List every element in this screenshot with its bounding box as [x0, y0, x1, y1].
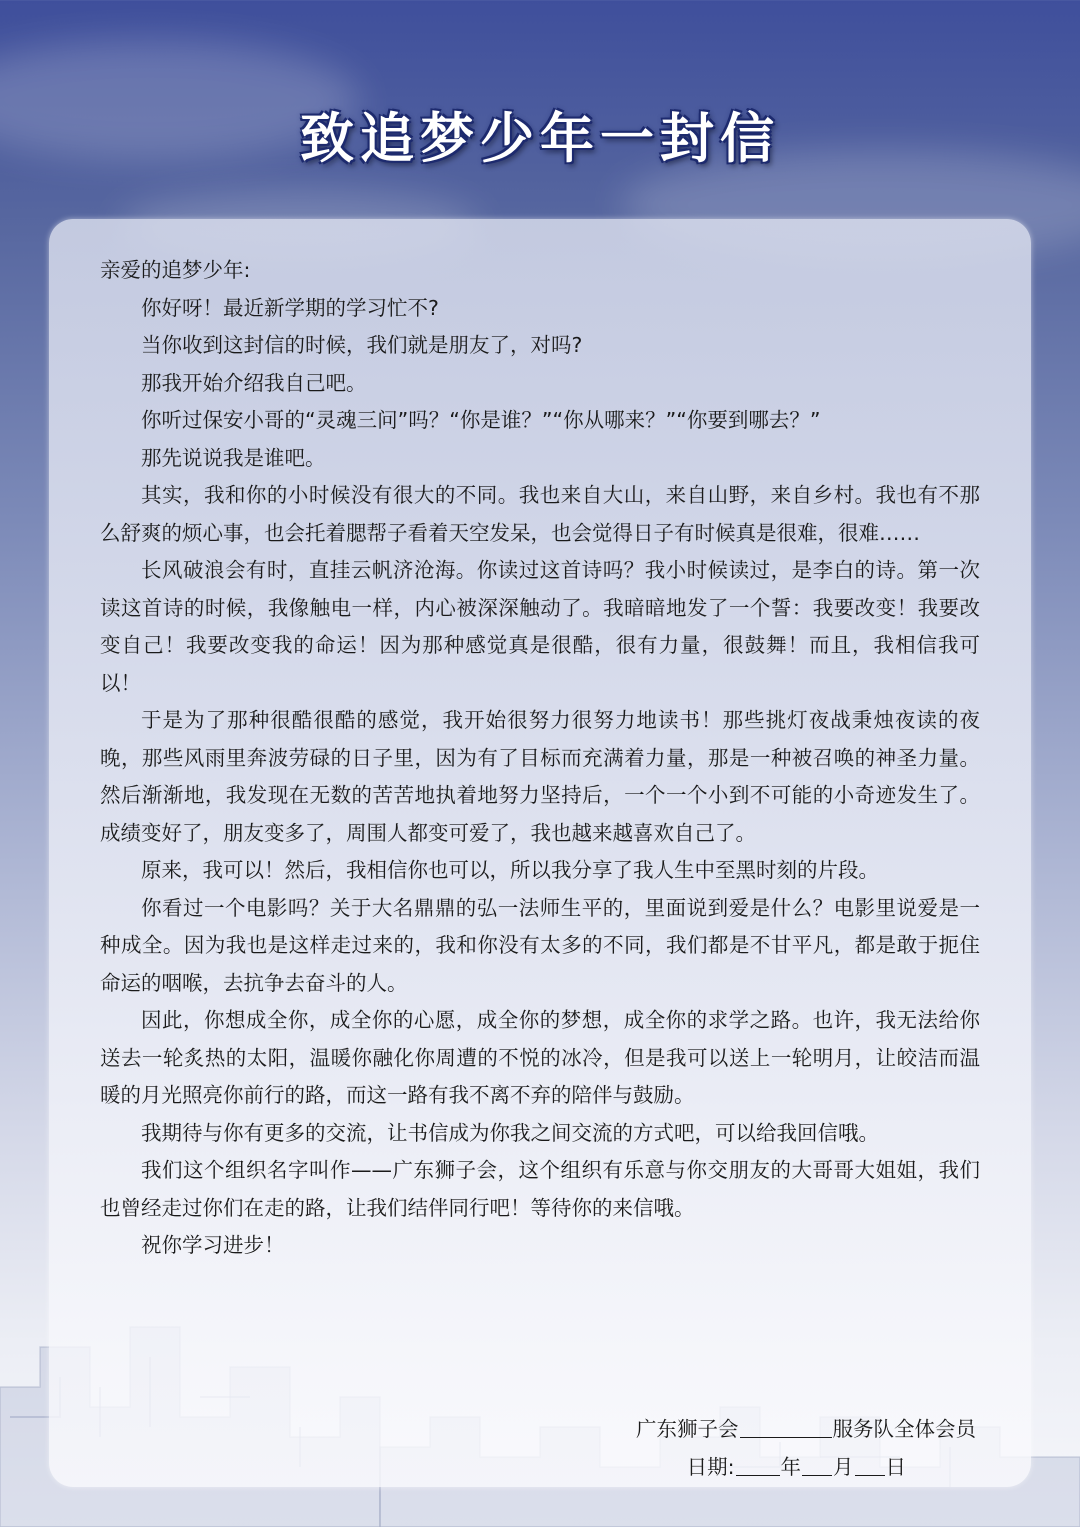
letter-body [100, 252, 980, 1265]
letter-paragraph: 我们这个组织名字叫作——广东狮子会，这个组织有乐意与你交朋友的大哥哥大姐姐，我们也曾经走过你们在走的路，让我们结伴同行吧！等待你的来信哦。 [100, 1158, 980, 1220]
letter-paragraph: 其实，我和你的小时候没有很大的不同。我也来自大山，来自山野，来自乡村。我也有不那么舒爽的烦心事，也会托着腮帮子看着天空发呆，也会觉得日子有时候真是很难，很难…… [100, 483, 980, 545]
signature-org-prefix: 广东狮子会 [636, 1417, 739, 1441]
letter-paragraph: 我期待与你有更多的交流，让书信成为你我之间交流的方式吧，可以给我回信哦。 [141, 1120, 879, 1145]
day-blank-line [855, 1455, 885, 1476]
date-label: 日期: [686, 1455, 735, 1479]
year-label: 年 [780, 1455, 801, 1479]
letter-paragraph: 原来，我可以！然后，我相信你也可以，所以我分享了我人生中至黑时刻的片段。 [141, 858, 879, 882]
signature-date [687, 1450, 906, 1480]
letter-salutation: 亲爱的追梦少年: [100, 258, 251, 282]
year-blank-line [736, 1455, 780, 1476]
month-label: 月 [833, 1455, 854, 1479]
page-title: 致追梦少年一封信 [300, 106, 780, 170]
letter-paragraph: 因此，你想成全你，成全你的心愿，成全你的梦想，成全你的求学之路。也许，我无法给你送去一轮炙热的太阳，温暖你融化你周遭的不悦的冰冷，但是我可以送上一轮明月，让皎洁而温暖的月光照亮你前行的路，而这一路有我不离不弃的陪伴与鼓励。 [100, 1008, 980, 1107]
signature-org [636, 1412, 976, 1442]
letter-paragraph: 那我开始介绍我自己吧。 [141, 370, 367, 395]
letter-paragraph: 长风破浪会有时，直挂云帆济沧海。你读过这首诗吗？我小时候读过，是李白的诗。第一次读这首诗的时候，我像触电一样，内心被深深触动了。我暗暗地发了一个誓：我要改变！我要改变自己！我要改变我的命运！因为那种感觉真是很酷，很有力量，很鼓舞！而且，我相信我可以！ [100, 558, 980, 695]
letter-paragraph: 你看过一个电影吗？关于大名鼎鼎的弘一法师生平的，里面说到爱是什么？电影里说爱是一种成全。因为我也是这样走过来的，我和你没有太多的不同，我们都是不甘平凡，都是敢于扼住命运的咽喉，去抗争去奋斗的人。 [100, 895, 980, 995]
letter-paragraph: 于是为了那种很酷很酷的感觉，我开始很努力很努力地读书！那些挑灯夜战秉烛夜读的夜晚，那些风雨里奔波劳碌的日子里，因为有了目标而充满着力量，那是一种被召唤的神圣力量。然后渐渐地，我发现在无数的苦苦地执着地努力坚持后，一个一个小到不可能的小奇迹发生了。成绩变好了，朋友变多了，周围人都变可爱了，我也越来越喜欢自己了。 [100, 708, 980, 845]
letter-paragraph: 你好呀！最近新学期的学习忙不? [141, 295, 439, 320]
month-blank-line [802, 1455, 832, 1476]
letter-paragraph: 那先说说我是谁吧。 [141, 445, 326, 470]
signature-blank-line [740, 1417, 832, 1438]
letter-paragraph: 祝你学习进步！ [141, 1233, 285, 1257]
letter-paragraph: 你听过保安小哥的“灵魂三问”吗？“你是谁？”“你从哪来？”“你要到哪去？” [141, 408, 821, 432]
signature-org-suffix: 服务队全体会员 [832, 1417, 976, 1441]
letter-paragraph: 当你收到这封信的时候，我们就是朋友了，对吗? [141, 333, 583, 357]
day-label: 日 [885, 1455, 906, 1479]
